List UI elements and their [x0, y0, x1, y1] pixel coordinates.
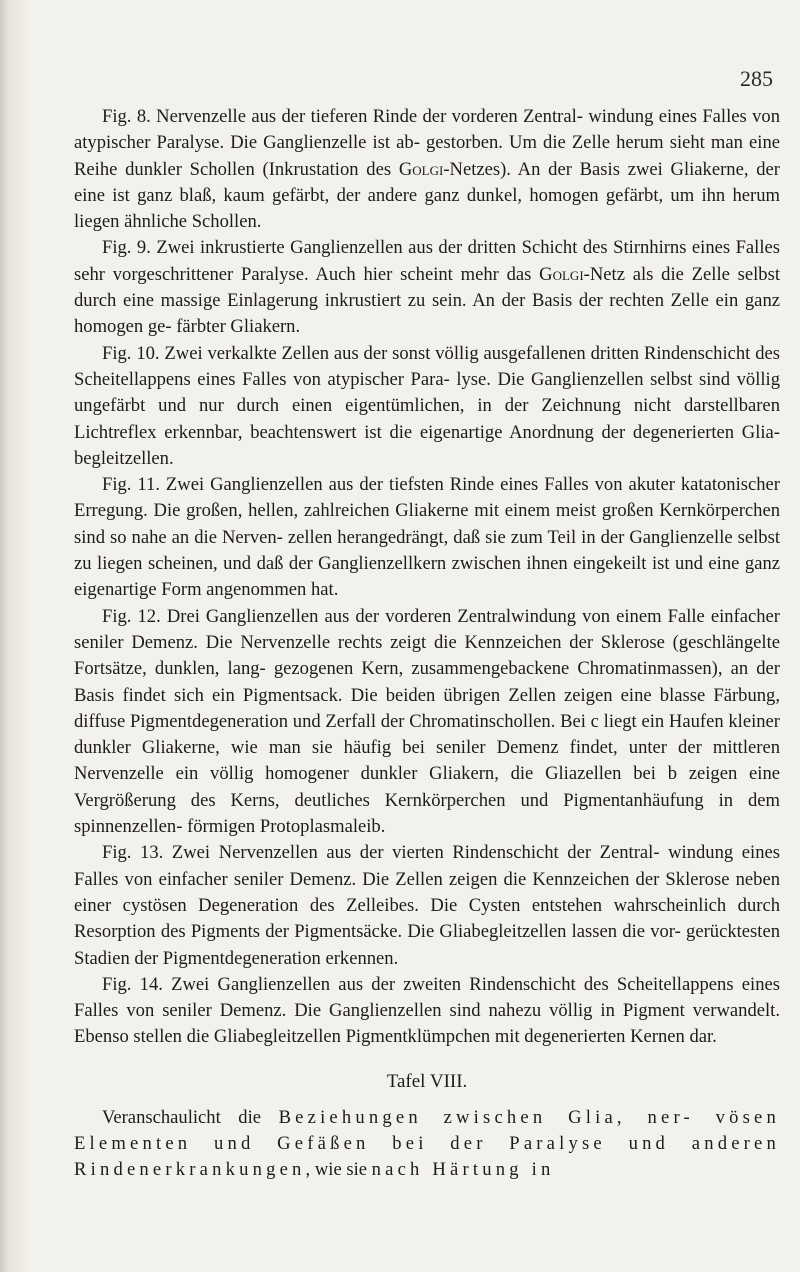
figure-caption-8 — [74, 104, 780, 235]
figure-label: Fig. 14. — [102, 973, 163, 995]
caption-text: Zwei Nervenzellen aus der vierten Rindenschicht der Zentral- windung eines Falles von einfacher seniler Demenz. Die Zellen zeigen die Kennzeichen der Sklerose neben einer cystösen Degeneration des Zelleibes. Die Cysten entstehen wahrscheinlich durch Resorption des Pigments der Pigmentsäcke. Die Gliabegleitzellen lassen die vor- gerücktesten Stadien der Pigmentdegeneration erkennen. — [74, 842, 780, 969]
emphasized-text: Beziehungen zwischen Glia, ner- vösen Elementen und Gefäßen bei der Paralyse und anderen Rindenerkrankungen — [74, 1106, 780, 1181]
figure-caption-13 — [74, 840, 780, 971]
caption-text: Zwei Ganglienzellen aus der tiefsten Rinde eines Falles von akuter katatonischer Erregung. Die großen, hellen, zahlreichen Gliakerne mit einem meist großen Kernkörperchen sind so nahe an die Nerven- zellen herangedrängt, daß sie zum Teil in der Ganglienzelle selbst zu liegen scheinen, und daß der Ganglienzellkern zwischen ihnen eingekeilt ist und eine ganz eigenartige Form angenommen hat. — [74, 474, 781, 601]
author-name: Golgi — [539, 263, 584, 285]
figure-label: Fig. 9. — [102, 237, 151, 259]
figure-label: Fig. 11. — [102, 474, 160, 496]
figure-caption-11 — [74, 472, 780, 603]
caption-text: Zwei inkrustierte Ganglienzellen aus der dritten Schicht des Stirnhirns eines Falles sehr vorgeschrittener Paralyse. Auch hier scheint mehr das — [74, 237, 781, 285]
page-binding-edge — [0, 0, 30, 1272]
page-number: 285 — [740, 66, 773, 91]
author-name: Golgi — [398, 158, 444, 180]
figure-caption-14 — [74, 972, 780, 1051]
plate-intro-text: , wie sie — [305, 1159, 372, 1181]
caption-text: -Netz als die Zelle selbst durch eine massige Einlagerung inkrustiert zu sein. An der Basis der rechten Zelle ein ganz homogen ge- färbter Gliakern. — [74, 263, 780, 338]
figure-caption-9 — [74, 235, 780, 340]
figure-caption-10 — [74, 341, 780, 472]
emphasized-text: nach Härtung in — [371, 1159, 555, 1181]
page-body — [74, 104, 780, 1184]
plate-intro-text: Veranschaulicht die — [102, 1106, 279, 1128]
caption-text: -Netzes). An der Basis zwei Gliakerne, der eine ist ganz blaß, kaum gefärbt, der andere ganz dunkel, homogen gefärbt, um ihn herum liegen ähnliche Schollen. — [74, 158, 780, 233]
caption-text: Nervenzelle aus der tieferen Rinde der vorderen Zentral- windung eines Falles von atypischer Paralyse. Die Ganglienzelle ist ab- gestorben. Um die Zelle herum sieht man eine Reihe dunkler Schollen (Inkrustation des — [74, 106, 781, 180]
figure-label: Fig. 12. — [102, 605, 161, 627]
figure-label: Fig. 10. — [102, 342, 160, 364]
figure-label: Fig. 13. — [102, 842, 164, 864]
figure-label: Fig. 8. — [102, 106, 151, 127]
caption-text: Zwei Ganglienzellen aus der zweiten Rindenschicht des Scheitellappens eines Falles von seniler Demenz. Die Ganglienzellen sind nahezu völlig in Pigment verwandelt. Ebenso stellen die Gliabegleitzellen Pigmentklümpchen mit degenerierten Kernen dar. — [74, 973, 780, 1048]
plate-heading: Tafel VIII. — [386, 1070, 468, 1092]
caption-text: Zwei verkalkte Zellen aus der sonst völlig ausgefallenen dritten Rindenschicht des Scheitellappens eines Falles von atypischer Para- lyse. Die Ganglienzellen selbst sind völlig ungefärbt und nur durch einen eigentümlichen, in der Zeichnung nicht darstellbaren Lichtreflex erkennbar, beachtenswert ist die eigenartige Anordnung der degenerierten Glia- begleitzellen. — [74, 342, 781, 469]
figure-caption-12 — [74, 604, 780, 841]
plate-intro-paragraph — [74, 1105, 780, 1184]
caption-text: Drei Ganglienzellen aus der vorderen Zentralwindung von einem Falle einfacher seniler Demenz. Die Nervenzelle rechts zeigt die Kennzeichen der Sklerose (geschlängelte Fortsätze, dunklen, lang- gezogenen Kern, zusammengebackene Chromatinmassen), an der Basis findet sich ein Pigmentsack. Die beiden übrigen Zellen zeigen eine blasse Färbung, diffuse Pigmentdegeneration und Zerfall der Chromatinschollen. Bei c liegt ein Haufen kleiner dunkler Gliakerne, wie man sie häufig bei seniler Demenz findet, unter der mittleren Nervenzelle ein völlig homogener dunkler Gliakern, die Gliazellen bei b zeigen eine Vergrößerung des Kerns, deutliches Kernkörperchen und Pigmentanhäufung in dem spinnenzellen- förmigen Protoplasmaleib. — [74, 605, 781, 838]
